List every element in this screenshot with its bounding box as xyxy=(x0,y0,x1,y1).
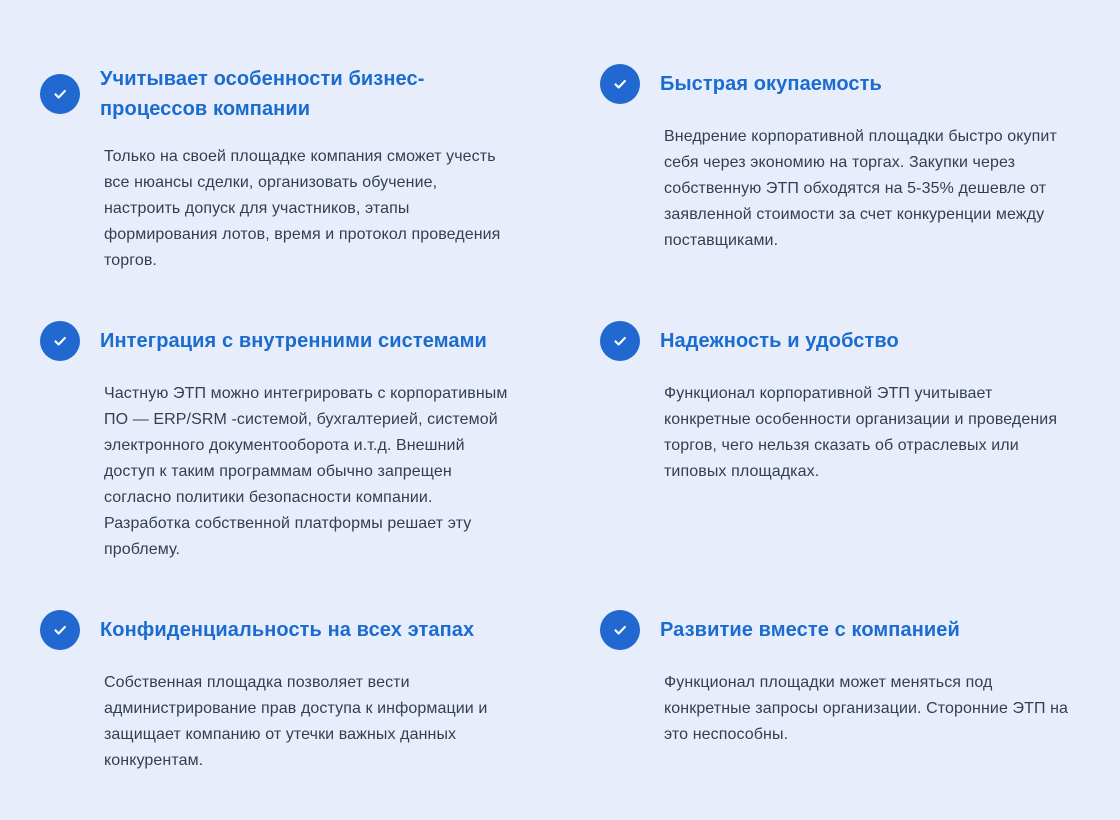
checkmark-icon xyxy=(51,85,69,103)
check-circle-icon xyxy=(40,610,80,650)
feature-body: Функционал площадки может меняться под конкретные запросы организации. Сторонние ЭТП на это неспособны. xyxy=(664,674,1069,743)
feature-title: Развитие вместе с компанией xyxy=(660,619,960,641)
feature-title: Конфиденциальность на всех этапах xyxy=(100,619,475,641)
check-circle-icon xyxy=(600,64,640,104)
feature-card-fast-payback xyxy=(600,64,1072,274)
feature-card-reliability xyxy=(600,321,1072,563)
feature-body: Частную ЭТП можно интегрировать с корпоративным ПО — ERP/SRM -системой, бухгалтерией, системой электронного документооборота и.т.д. Внешний доступ к таким программам обычно запрещен согласно политики безопасности компании. Разработка собственной платформы решает эту проблему. xyxy=(104,385,508,558)
checkmark-icon xyxy=(611,332,629,350)
feature-body: Собственная площадка позволяет вести администрирование прав доступа к информации и защищает компанию от утечки важных данных конкурентам. xyxy=(104,674,488,769)
feature-header xyxy=(40,64,512,124)
feature-header xyxy=(40,321,512,361)
feature-card-growth xyxy=(600,610,1072,774)
feature-card-confidentiality xyxy=(40,610,512,774)
feature-header xyxy=(600,321,1072,361)
checkmark-icon xyxy=(611,621,629,639)
checkmark-icon xyxy=(51,621,69,639)
feature-title: Быстрая окупаемость xyxy=(660,73,882,95)
checkmark-icon xyxy=(611,75,629,93)
check-circle-icon xyxy=(40,321,80,361)
feature-title: Интеграция с внутренними системами xyxy=(100,330,487,352)
feature-card-integration xyxy=(40,321,512,563)
feature-body: Только на своей площадке компания сможет учесть все нюансы сделки, организовать обучение, настроить допуск для участников, этапы формирования лотов, время и протокол проведения торгов. xyxy=(104,148,501,269)
check-circle-icon xyxy=(600,321,640,361)
feature-header xyxy=(600,64,1072,104)
feature-header xyxy=(40,610,512,650)
checkmark-icon xyxy=(51,332,69,350)
feature-body: Функционал корпоративной ЭТП учитывает конкретные особенности организации и проведения торгов, чего нельзя сказать об отраслевых или типовых площадках. xyxy=(664,385,1058,480)
feature-title: Надежность и удобство xyxy=(660,330,899,352)
feature-card-business-processes xyxy=(40,64,512,274)
feature-body: Внедрение корпоративной площадки быстро окупит себя через экономию на торгах. Закупки через собственную ЭТП обходятся на 5-35% дешевле от заявленной стоимости за счет конкуренции между поставщиками. xyxy=(664,128,1057,249)
check-circle-icon xyxy=(40,74,80,114)
feature-title: Учитывает особенности бизнес-процессов компании xyxy=(100,68,425,120)
feature-header xyxy=(600,610,1072,650)
check-circle-icon xyxy=(600,610,640,650)
